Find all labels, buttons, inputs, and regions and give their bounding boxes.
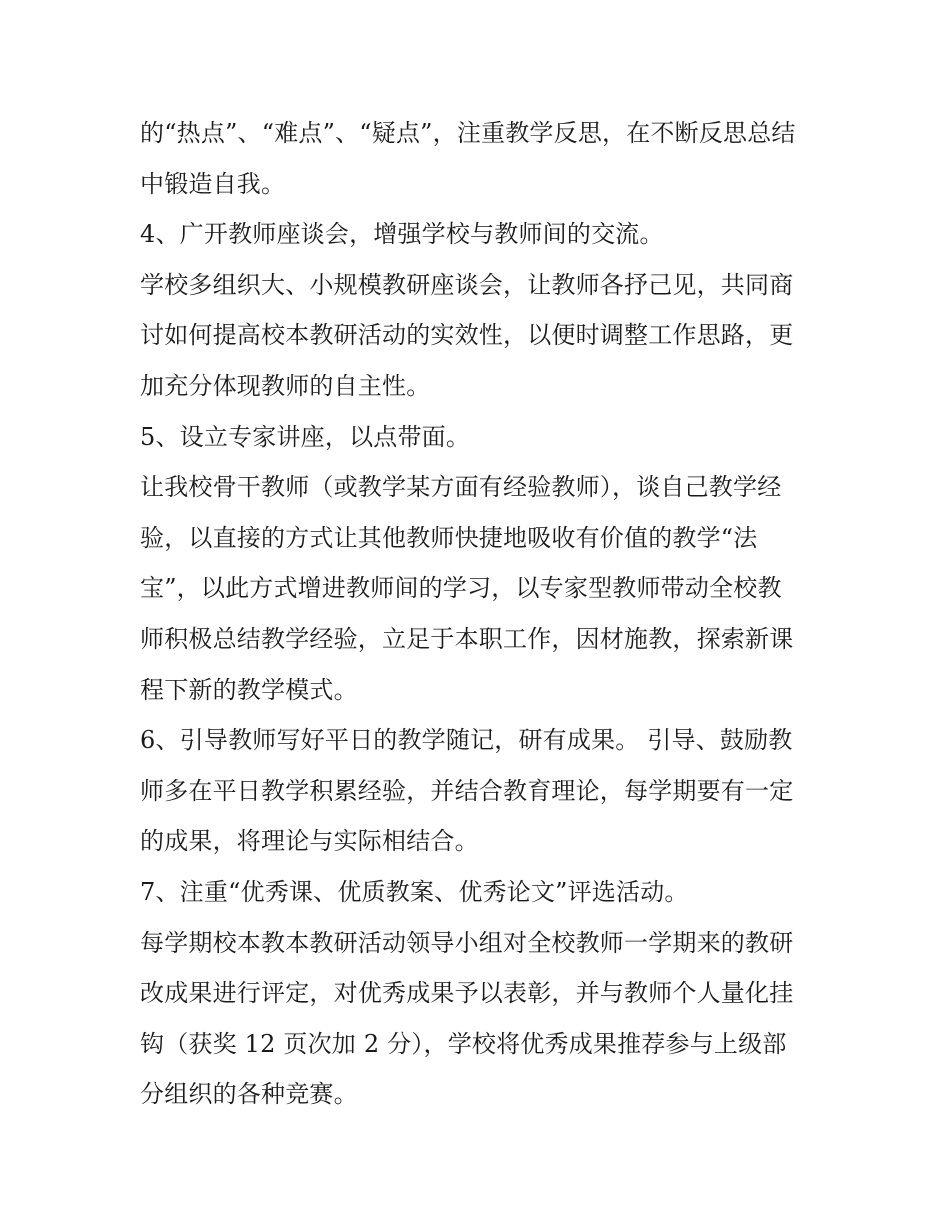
text-line: 的“热点”、“难点”、“疑点”，注重教学反思，在不断反思总结: [140, 119, 796, 147]
text-line: 师多在平日教学积累经验，并结合教育理论，每学期要有一定: [140, 776, 794, 805]
text-line: 学校多组织大、小规模教研座谈会，让教师各抒己见，共同商: [140, 270, 794, 299]
text-line: 让我校骨干教师（或教学某方面有经验教师），谈自己教学经: [140, 473, 782, 502]
text-line: 每学期校本教本教研活动领导小组对全校教师一学期来的教研: [140, 928, 794, 957]
text-line: 加充分体现教师的自主性。: [140, 371, 431, 400]
section-heading-7: 7、注重“优秀课、优质教案、优秀论文”评选活动。: [140, 877, 689, 906]
text-line: 宝”，以此方式增进教师间的学习，以专家型教师带动全校教: [140, 574, 782, 603]
section-heading-5: 5、设立专家讲座，以点带面。: [140, 422, 471, 451]
text-line: 讨如何提高校本教研活动的实效性，以便时调整工作思路，更: [140, 321, 794, 350]
text-line: 师积极总结教学经验，立足于本职工作，因材施教，探索新课: [140, 624, 794, 653]
section-heading-6: 6、引导教师写好平日的教学随记，研有成果。 引导、鼓励教: [140, 726, 793, 755]
text-line: 改成果进行评定，对优秀成果予以表彰，并与教师个人量化挂: [140, 979, 794, 1008]
document-body: [140, 108, 820, 1120]
text-line: 中锻造自我。: [140, 169, 286, 198]
text-line: 分组织的各种竞赛。: [140, 1080, 358, 1109]
text-line: 程下新的教学模式。: [140, 675, 358, 704]
text-line: 的成果，将理论与实际相结合。: [140, 827, 479, 856]
text-line: 钩（获奖 12 页次加 2 分），学校将优秀成果推荐参与上级部: [140, 1029, 787, 1058]
section-heading-4: 4、广开教师座谈会，增强学校与教师间的交流。: [140, 220, 664, 249]
text-line: 验，以直接的方式让其他教师快捷地吸收有价值的教学“法: [140, 523, 758, 552]
